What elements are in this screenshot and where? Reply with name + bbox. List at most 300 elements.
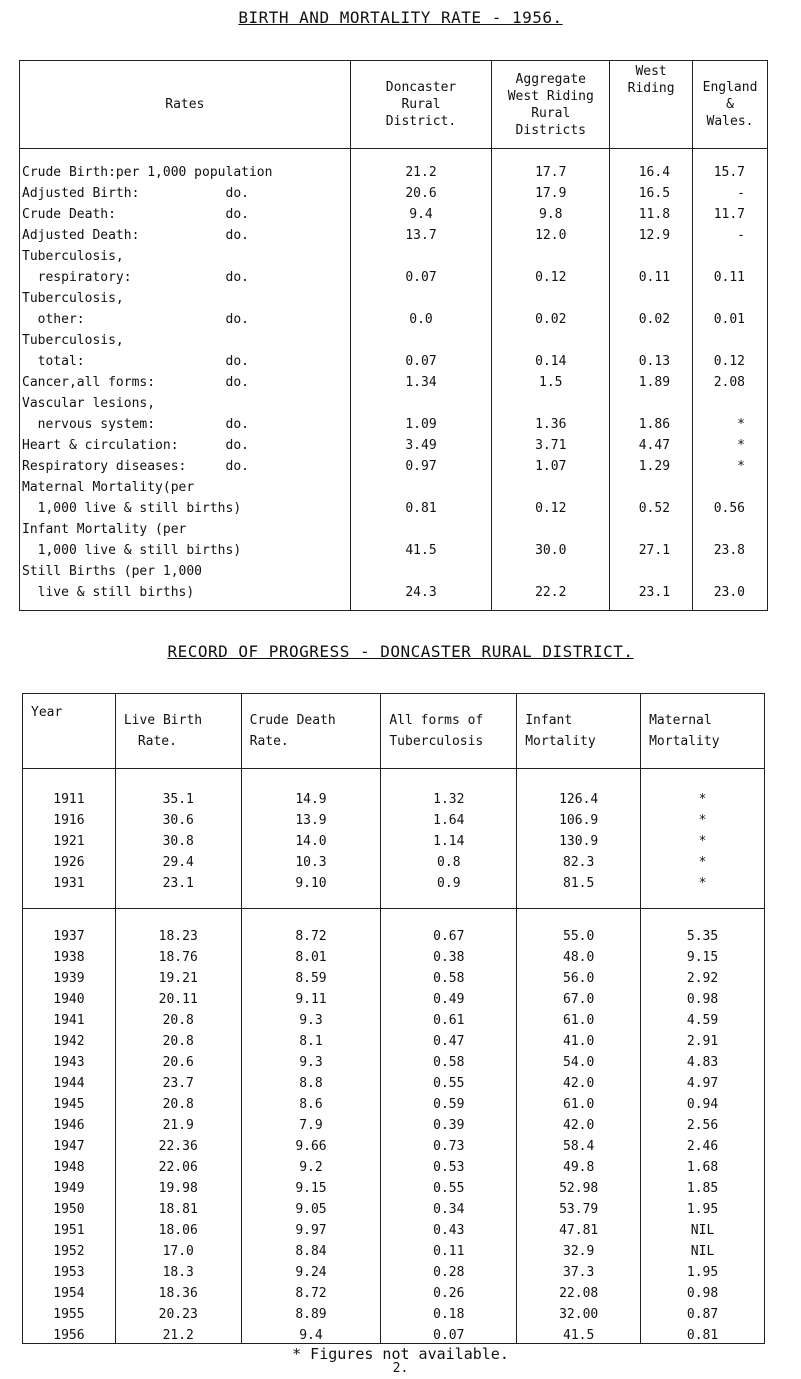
row-label: Adjusted Birth: do. xyxy=(20,180,351,201)
rate-value xyxy=(350,558,492,579)
table1-row xyxy=(20,264,768,285)
value-cell: 29.4 xyxy=(115,849,241,870)
table1-row xyxy=(20,369,768,390)
table1-row xyxy=(20,243,768,264)
year-cell: 1942 xyxy=(23,1028,116,1049)
value-cell: 9.10 xyxy=(241,870,381,891)
rate-value: 17.9 xyxy=(492,180,610,201)
value-cell: 7.9 xyxy=(241,1112,381,1133)
value-cell: 0.58 xyxy=(381,965,517,986)
header-year: Year xyxy=(23,694,116,769)
value-cell: 0.34 xyxy=(381,1196,517,1217)
year-cell: 1948 xyxy=(23,1154,116,1175)
value-cell: 9.2 xyxy=(241,1154,381,1175)
value-cell: 54.0 xyxy=(517,1049,641,1070)
table2-row xyxy=(23,1007,765,1028)
table1-row xyxy=(20,516,768,537)
record-of-progress-table xyxy=(22,693,765,1344)
rate-value xyxy=(492,390,610,411)
rate-value xyxy=(350,516,492,537)
rate-value: 0.0 xyxy=(350,306,492,327)
table2-row xyxy=(23,1196,765,1217)
value-cell: 13.9 xyxy=(241,807,381,828)
rate-value: 24.3 xyxy=(350,579,492,600)
table2-row xyxy=(23,1070,765,1091)
value-cell: 17.0 xyxy=(115,1238,241,1259)
rate-value xyxy=(693,474,768,495)
rate-value: 11.7 xyxy=(693,201,768,222)
row-label: Tuberculosis, xyxy=(20,285,351,306)
table2-body xyxy=(23,769,765,1344)
header-england-wales: England & Wales. xyxy=(693,61,768,149)
row-label: Heart & circulation: do. xyxy=(20,432,351,453)
value-cell: 23.7 xyxy=(115,1070,241,1091)
rate-value xyxy=(693,327,768,348)
table2-row xyxy=(23,1091,765,1112)
table1-row xyxy=(20,495,768,516)
value-cell: 9.3 xyxy=(241,1007,381,1028)
rate-value: 0.97 xyxy=(350,453,492,474)
rate-value: 0.07 xyxy=(350,264,492,285)
value-cell: 8.72 xyxy=(241,1280,381,1301)
rate-value: 16.5 xyxy=(610,180,693,201)
rate-value: * xyxy=(693,411,768,432)
table2-row xyxy=(23,786,765,807)
rate-value: 15.7 xyxy=(693,159,768,180)
value-cell: 9.3 xyxy=(241,1049,381,1070)
value-cell: 0.73 xyxy=(381,1133,517,1154)
year-cell: 1951 xyxy=(23,1217,116,1238)
value-cell: 42.0 xyxy=(517,1112,641,1133)
year-cell: 1931 xyxy=(23,870,116,891)
rate-value: 22.2 xyxy=(492,579,610,600)
value-cell: 30.8 xyxy=(115,828,241,849)
value-cell: 0.98 xyxy=(641,986,765,1007)
rate-value xyxy=(610,558,693,579)
value-cell: 19.21 xyxy=(115,965,241,986)
value-cell: 2.56 xyxy=(641,1112,765,1133)
row-label: Maternal Mortality(per xyxy=(20,474,351,495)
value-cell: 8.84 xyxy=(241,1238,381,1259)
table1-row xyxy=(20,201,768,222)
table1-row xyxy=(20,474,768,495)
value-cell: 9.97 xyxy=(241,1217,381,1238)
value-cell: 0.9 xyxy=(381,870,517,891)
year-cell: 1926 xyxy=(23,849,116,870)
row-label: Infant Mortality (per xyxy=(20,516,351,537)
rate-value xyxy=(693,558,768,579)
table1-row xyxy=(20,432,768,453)
rate-value: 1.89 xyxy=(610,369,693,390)
value-cell: 0.53 xyxy=(381,1154,517,1175)
rate-value: 1.09 xyxy=(350,411,492,432)
year-cell: 1952 xyxy=(23,1238,116,1259)
table2-row xyxy=(23,1028,765,1049)
value-cell: 21.2 xyxy=(115,1322,241,1344)
rate-value: 0.01 xyxy=(693,306,768,327)
value-cell: 0.18 xyxy=(381,1301,517,1322)
value-cell: 56.0 xyxy=(517,965,641,986)
value-cell: 1.95 xyxy=(641,1259,765,1280)
year-cell: 1955 xyxy=(23,1301,116,1322)
table1-title: BIRTH AND MORTALITY RATE - 1956. xyxy=(238,8,563,27)
table2-row xyxy=(23,1049,765,1070)
rate-value xyxy=(610,474,693,495)
value-cell: 0.47 xyxy=(381,1028,517,1049)
rate-value xyxy=(610,327,693,348)
value-cell: 53.79 xyxy=(517,1196,641,1217)
value-cell: 0.98 xyxy=(641,1280,765,1301)
footnote: * Figures not available. xyxy=(292,1345,509,1363)
value-cell: 5.35 xyxy=(641,923,765,944)
table1-row xyxy=(20,180,768,201)
value-cell: 18.23 xyxy=(115,923,241,944)
value-cell: 82.3 xyxy=(517,849,641,870)
rate-value xyxy=(350,243,492,264)
rate-value: 1.36 xyxy=(492,411,610,432)
value-cell: 48.0 xyxy=(517,944,641,965)
year-cell: 1940 xyxy=(23,986,116,1007)
value-cell: 0.59 xyxy=(381,1091,517,1112)
year-cell: 1939 xyxy=(23,965,116,986)
value-cell: 8.6 xyxy=(241,1091,381,1112)
table2-row xyxy=(23,849,765,870)
rate-value: 16.4 xyxy=(610,159,693,180)
year-cell: 1937 xyxy=(23,923,116,944)
rate-value: 1.29 xyxy=(610,453,693,474)
rate-value: 0.02 xyxy=(492,306,610,327)
birth-mortality-table xyxy=(19,60,768,611)
value-cell: 20.8 xyxy=(115,1028,241,1049)
header-aggregate: Aggregate West Riding Rural Districts xyxy=(492,61,610,149)
rate-value: - xyxy=(693,180,768,201)
rate-value: 0.02 xyxy=(610,306,693,327)
rate-value: 17.7 xyxy=(492,159,610,180)
row-label: total: do. xyxy=(20,348,351,369)
table2-row xyxy=(23,1217,765,1238)
row-label: nervous system: do. xyxy=(20,411,351,432)
value-cell: 41.5 xyxy=(517,1322,641,1344)
table2-title: RECORD OF PROGRESS - DONCASTER RURAL DISTRICT. xyxy=(167,642,634,661)
rate-value xyxy=(350,327,492,348)
rate-value: 0.52 xyxy=(610,495,693,516)
rate-value: * xyxy=(693,453,768,474)
value-cell: 0.58 xyxy=(381,1049,517,1070)
value-cell: 0.67 xyxy=(381,923,517,944)
page-number: 2. xyxy=(392,1361,409,1376)
rate-value: 23.8 xyxy=(693,537,768,558)
rate-value: 27.1 xyxy=(610,537,693,558)
value-cell: 1.64 xyxy=(381,807,517,828)
rate-value xyxy=(610,390,693,411)
row-label: Tuberculosis, xyxy=(20,327,351,348)
value-cell: 4.59 xyxy=(641,1007,765,1028)
value-cell: 0.87 xyxy=(641,1301,765,1322)
table1-row xyxy=(20,537,768,558)
value-cell: 55.0 xyxy=(517,923,641,944)
table2-row xyxy=(23,965,765,986)
value-cell: 22.36 xyxy=(115,1133,241,1154)
row-label: Vascular lesions, xyxy=(20,390,351,411)
row-label: Adjusted Death: do. xyxy=(20,222,351,243)
value-cell: 4.83 xyxy=(641,1049,765,1070)
rate-value xyxy=(693,390,768,411)
rate-value xyxy=(492,558,610,579)
rate-value: 3.71 xyxy=(492,432,610,453)
rate-value: 1.07 xyxy=(492,453,610,474)
value-cell: 9.05 xyxy=(241,1196,381,1217)
value-cell: 9.11 xyxy=(241,986,381,1007)
value-cell: 22.06 xyxy=(115,1154,241,1175)
rate-value xyxy=(610,243,693,264)
value-cell: 35.1 xyxy=(115,786,241,807)
rate-value: 23.1 xyxy=(610,579,693,600)
rate-value: 21.2 xyxy=(350,159,492,180)
rate-value xyxy=(492,474,610,495)
value-cell: 30.6 xyxy=(115,807,241,828)
row-label: Cancer,all forms: do. xyxy=(20,369,351,390)
value-cell: 67.0 xyxy=(517,986,641,1007)
row-label: Respiratory diseases: do. xyxy=(20,453,351,474)
value-cell: * xyxy=(641,849,765,870)
table2-row xyxy=(23,1322,765,1344)
value-cell: 18.81 xyxy=(115,1196,241,1217)
rate-value xyxy=(610,285,693,306)
table2-row xyxy=(23,986,765,1007)
value-cell: 61.0 xyxy=(517,1007,641,1028)
value-cell: 23.1 xyxy=(115,870,241,891)
rate-value: 30.0 xyxy=(492,537,610,558)
year-cell: 1947 xyxy=(23,1133,116,1154)
value-cell: * xyxy=(641,828,765,849)
rate-value xyxy=(693,243,768,264)
table1-row xyxy=(20,222,768,243)
value-cell: 0.07 xyxy=(381,1322,517,1344)
value-cell: 8.1 xyxy=(241,1028,381,1049)
value-cell: 18.06 xyxy=(115,1217,241,1238)
rate-value: 12.0 xyxy=(492,222,610,243)
table2-row xyxy=(23,1112,765,1133)
value-cell: 126.4 xyxy=(517,786,641,807)
value-cell: 20.11 xyxy=(115,986,241,1007)
value-cell: 9.4 xyxy=(241,1322,381,1344)
header-doncaster: Doncaster Rural District. xyxy=(350,61,492,149)
table2-row xyxy=(23,870,765,891)
value-cell: 0.49 xyxy=(381,986,517,1007)
year-cell: 1953 xyxy=(23,1259,116,1280)
header-maternal-mortality: Maternal Mortality xyxy=(641,694,765,769)
rate-value: 12.9 xyxy=(610,222,693,243)
value-cell: 0.39 xyxy=(381,1112,517,1133)
value-cell: 0.28 xyxy=(381,1259,517,1280)
rate-value: 0.11 xyxy=(610,264,693,285)
value-cell: 4.97 xyxy=(641,1070,765,1091)
value-cell: 14.0 xyxy=(241,828,381,849)
value-cell: 8.72 xyxy=(241,923,381,944)
value-cell: 8.01 xyxy=(241,944,381,965)
year-cell: 1944 xyxy=(23,1070,116,1091)
row-label: Crude Death: do. xyxy=(20,201,351,222)
rate-value: 9.8 xyxy=(492,201,610,222)
value-cell: 8.89 xyxy=(241,1301,381,1322)
rate-value: 0.13 xyxy=(610,348,693,369)
year-cell: 1945 xyxy=(23,1091,116,1112)
value-cell: 18.3 xyxy=(115,1259,241,1280)
header-infant-mortality: Infant Mortality xyxy=(517,694,641,769)
rate-value: 0.12 xyxy=(693,348,768,369)
year-cell: 1950 xyxy=(23,1196,116,1217)
rate-value xyxy=(610,516,693,537)
rate-value: 20.6 xyxy=(350,180,492,201)
rate-value: 1.34 xyxy=(350,369,492,390)
value-cell: 32.9 xyxy=(517,1238,641,1259)
value-cell: 1.32 xyxy=(381,786,517,807)
value-cell: 61.0 xyxy=(517,1091,641,1112)
rate-value: 41.5 xyxy=(350,537,492,558)
row-label: 1,000 live & still births) xyxy=(20,495,351,516)
value-cell: 49.8 xyxy=(517,1154,641,1175)
value-cell: 10.3 xyxy=(241,849,381,870)
rate-value: 0.81 xyxy=(350,495,492,516)
table2-row xyxy=(23,923,765,944)
table1-row xyxy=(20,348,768,369)
value-cell: 18.36 xyxy=(115,1280,241,1301)
value-cell: 0.94 xyxy=(641,1091,765,1112)
year-cell: 1949 xyxy=(23,1175,116,1196)
value-cell: 20.8 xyxy=(115,1091,241,1112)
year-cell: 1954 xyxy=(23,1280,116,1301)
header-west-riding: West Riding xyxy=(610,61,693,149)
rate-value xyxy=(492,243,610,264)
value-cell: * xyxy=(641,870,765,891)
value-cell: 8.8 xyxy=(241,1070,381,1091)
table1-row xyxy=(20,558,768,579)
rate-value xyxy=(693,285,768,306)
year-cell: 1943 xyxy=(23,1049,116,1070)
value-cell: 106.9 xyxy=(517,807,641,828)
value-cell: 0.11 xyxy=(381,1238,517,1259)
rate-value xyxy=(350,285,492,306)
row-label: live & still births) xyxy=(20,579,351,600)
value-cell: 20.8 xyxy=(115,1007,241,1028)
rate-value: 1.86 xyxy=(610,411,693,432)
table2-row xyxy=(23,828,765,849)
value-cell: 9.24 xyxy=(241,1259,381,1280)
rate-value: - xyxy=(693,222,768,243)
row-label: Tuberculosis, xyxy=(20,243,351,264)
value-cell: 2.46 xyxy=(641,1133,765,1154)
year-cell: 1916 xyxy=(23,807,116,828)
value-cell: * xyxy=(641,786,765,807)
value-cell: 9.66 xyxy=(241,1133,381,1154)
row-label: 1,000 live & still births) xyxy=(20,537,351,558)
value-cell: 9.15 xyxy=(641,944,765,965)
table2-row xyxy=(23,1175,765,1196)
table1-row xyxy=(20,285,768,306)
value-cell: 1.95 xyxy=(641,1196,765,1217)
table1-row xyxy=(20,453,768,474)
year-cell: 1946 xyxy=(23,1112,116,1133)
rate-value: 2.08 xyxy=(693,369,768,390)
rate-value: 4.47 xyxy=(610,432,693,453)
table1-header-row xyxy=(20,61,768,149)
header-rates: Rates xyxy=(20,61,351,149)
rate-value: 0.12 xyxy=(492,264,610,285)
rate-value xyxy=(492,327,610,348)
value-cell: 22.08 xyxy=(517,1280,641,1301)
table1-row xyxy=(20,327,768,348)
rate-value xyxy=(492,516,610,537)
header-live-birth: Live Birth Rate. xyxy=(115,694,241,769)
rate-value: 3.49 xyxy=(350,432,492,453)
rate-value: 0.12 xyxy=(492,495,610,516)
value-cell: 1.68 xyxy=(641,1154,765,1175)
value-cell: 20.23 xyxy=(115,1301,241,1322)
value-cell: 9.15 xyxy=(241,1175,381,1196)
table1-row xyxy=(20,159,768,180)
table2-row xyxy=(23,1154,765,1175)
value-cell: 0.26 xyxy=(381,1280,517,1301)
rate-value: 11.8 xyxy=(610,201,693,222)
table1-row xyxy=(20,579,768,600)
value-cell: 2.91 xyxy=(641,1028,765,1049)
rate-value xyxy=(350,474,492,495)
rate-value: 9.4 xyxy=(350,201,492,222)
rate-value: * xyxy=(693,432,768,453)
value-cell: NIL xyxy=(641,1217,765,1238)
table1-body xyxy=(20,149,768,611)
value-cell: 1.14 xyxy=(381,828,517,849)
year-cell: 1911 xyxy=(23,786,116,807)
rate-value: 0.14 xyxy=(492,348,610,369)
value-cell: 0.38 xyxy=(381,944,517,965)
rate-value: 1.5 xyxy=(492,369,610,390)
value-cell: 0.43 xyxy=(381,1217,517,1238)
value-cell: 52.98 xyxy=(517,1175,641,1196)
year-cell: 1956 xyxy=(23,1322,116,1344)
rate-value: 23.0 xyxy=(693,579,768,600)
table1-row xyxy=(20,306,768,327)
row-label: Crude Birth:per 1,000 population xyxy=(20,159,351,180)
value-cell: 19.98 xyxy=(115,1175,241,1196)
value-cell: 18.76 xyxy=(115,944,241,965)
value-cell: 130.9 xyxy=(517,828,641,849)
table2-row xyxy=(23,1238,765,1259)
table2-row xyxy=(23,1301,765,1322)
value-cell: 21.9 xyxy=(115,1112,241,1133)
value-cell: NIL xyxy=(641,1238,765,1259)
table2-row xyxy=(23,807,765,828)
table2-row xyxy=(23,1259,765,1280)
row-label: respiratory: do. xyxy=(20,264,351,285)
rate-value: 13.7 xyxy=(350,222,492,243)
value-cell: 1.85 xyxy=(641,1175,765,1196)
table2-header-row xyxy=(23,694,765,769)
value-cell: 20.6 xyxy=(115,1049,241,1070)
table2-row xyxy=(23,1280,765,1301)
header-crude-death: Crude Death Rate. xyxy=(241,694,381,769)
rate-value xyxy=(492,285,610,306)
row-label: Still Births (per 1,000 xyxy=(20,558,351,579)
value-cell: 47.81 xyxy=(517,1217,641,1238)
value-cell: 8.59 xyxy=(241,965,381,986)
value-cell: 0.81 xyxy=(641,1322,765,1344)
rate-value xyxy=(350,390,492,411)
rate-value: 0.11 xyxy=(693,264,768,285)
value-cell: 0.61 xyxy=(381,1007,517,1028)
year-cell: 1941 xyxy=(23,1007,116,1028)
table1-row xyxy=(20,390,768,411)
